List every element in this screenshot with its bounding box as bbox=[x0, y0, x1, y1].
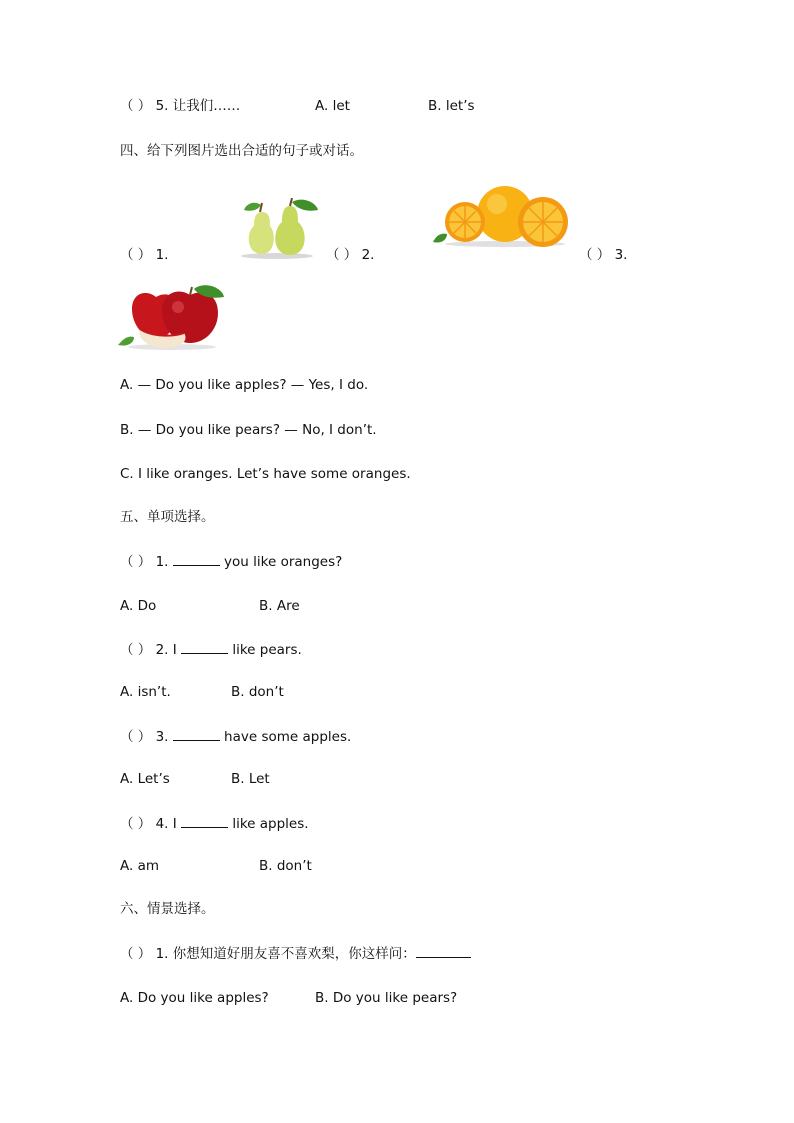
apple-icon bbox=[118, 285, 226, 351]
section-4-heading: 四、给下列图片选出合适的句子或对话。 bbox=[120, 143, 363, 159]
picture-option-b: B. — Do you like pears? — No, I don’t. bbox=[120, 422, 377, 438]
section-5-heading: 五、单项选择。 bbox=[120, 509, 215, 525]
fill-blank[interactable] bbox=[416, 944, 471, 958]
answer-paren[interactable]: （ ） bbox=[120, 247, 152, 263]
option-a: A. Do you like apples? bbox=[120, 990, 269, 1006]
question-suffix: like pears. bbox=[228, 642, 302, 658]
question-3-line bbox=[120, 727, 351, 746]
answer-paren[interactable]: （ ） bbox=[326, 247, 358, 263]
picture-option-c: C. I like oranges. Let’s have some oranges. bbox=[120, 466, 411, 482]
question-5-line bbox=[120, 97, 240, 115]
question-text: 1. 你想知道好朋友喜不喜欢梨，你这样问： bbox=[155, 946, 416, 962]
question-1-line bbox=[120, 552, 342, 571]
picture-2-line bbox=[326, 246, 374, 264]
picture-number: 2. bbox=[361, 247, 375, 263]
option-a: A. Do bbox=[120, 598, 157, 614]
question-prefix: 3. bbox=[155, 729, 173, 745]
answer-paren[interactable]: （ ） bbox=[120, 729, 152, 745]
picture-3-line bbox=[579, 246, 627, 264]
option-b: B. don’t bbox=[259, 858, 312, 874]
picture-option-a: A. — Do you like apples? — Yes, I do. bbox=[120, 377, 369, 393]
question-suffix: have some apples. bbox=[219, 729, 352, 745]
option-b: B. Let bbox=[231, 771, 270, 787]
picture-number: 3. bbox=[614, 247, 628, 263]
option-b: B. don’t bbox=[231, 684, 284, 700]
answer-paren[interactable]: （ ） bbox=[120, 946, 152, 962]
fill-blank[interactable] bbox=[181, 814, 228, 828]
question-4-line bbox=[120, 814, 309, 833]
picture-number: 1. bbox=[155, 247, 169, 263]
question-suffix: you like oranges? bbox=[219, 554, 343, 570]
answer-paren[interactable]: （ ） bbox=[120, 554, 152, 570]
fill-blank[interactable] bbox=[181, 640, 228, 654]
scenario-question-1-line bbox=[120, 944, 471, 963]
answer-paren[interactable]: （ ） bbox=[120, 816, 152, 832]
question-suffix: like apples. bbox=[228, 816, 309, 832]
option-b: B. let’s bbox=[428, 98, 475, 114]
pear-icon bbox=[232, 198, 322, 260]
question-prefix: 4. I bbox=[155, 816, 182, 832]
answer-paren[interactable]: （ ） bbox=[579, 247, 611, 263]
option-a: A. am bbox=[120, 858, 160, 874]
answer-paren[interactable]: （ ） bbox=[120, 642, 152, 658]
question-2-line bbox=[120, 640, 302, 659]
answer-paren[interactable]: （ ） bbox=[120, 98, 152, 114]
section-6-heading: 六、情景选择。 bbox=[120, 901, 215, 917]
question-prefix: 2. I bbox=[155, 642, 182, 658]
question-label: 5. 让我们…… bbox=[155, 98, 241, 114]
picture-1-line bbox=[120, 246, 168, 264]
orange-icon bbox=[433, 184, 573, 248]
fill-blank[interactable] bbox=[173, 727, 220, 741]
option-a: A. isn’t. bbox=[120, 684, 171, 700]
option-a: A. Let’s bbox=[120, 771, 170, 787]
question-prefix: 1. bbox=[155, 554, 173, 570]
option-b: B. Are bbox=[259, 598, 300, 614]
option-b: B. Do you like pears? bbox=[315, 990, 458, 1006]
option-a: A. let bbox=[315, 98, 350, 114]
fill-blank[interactable] bbox=[173, 552, 220, 566]
